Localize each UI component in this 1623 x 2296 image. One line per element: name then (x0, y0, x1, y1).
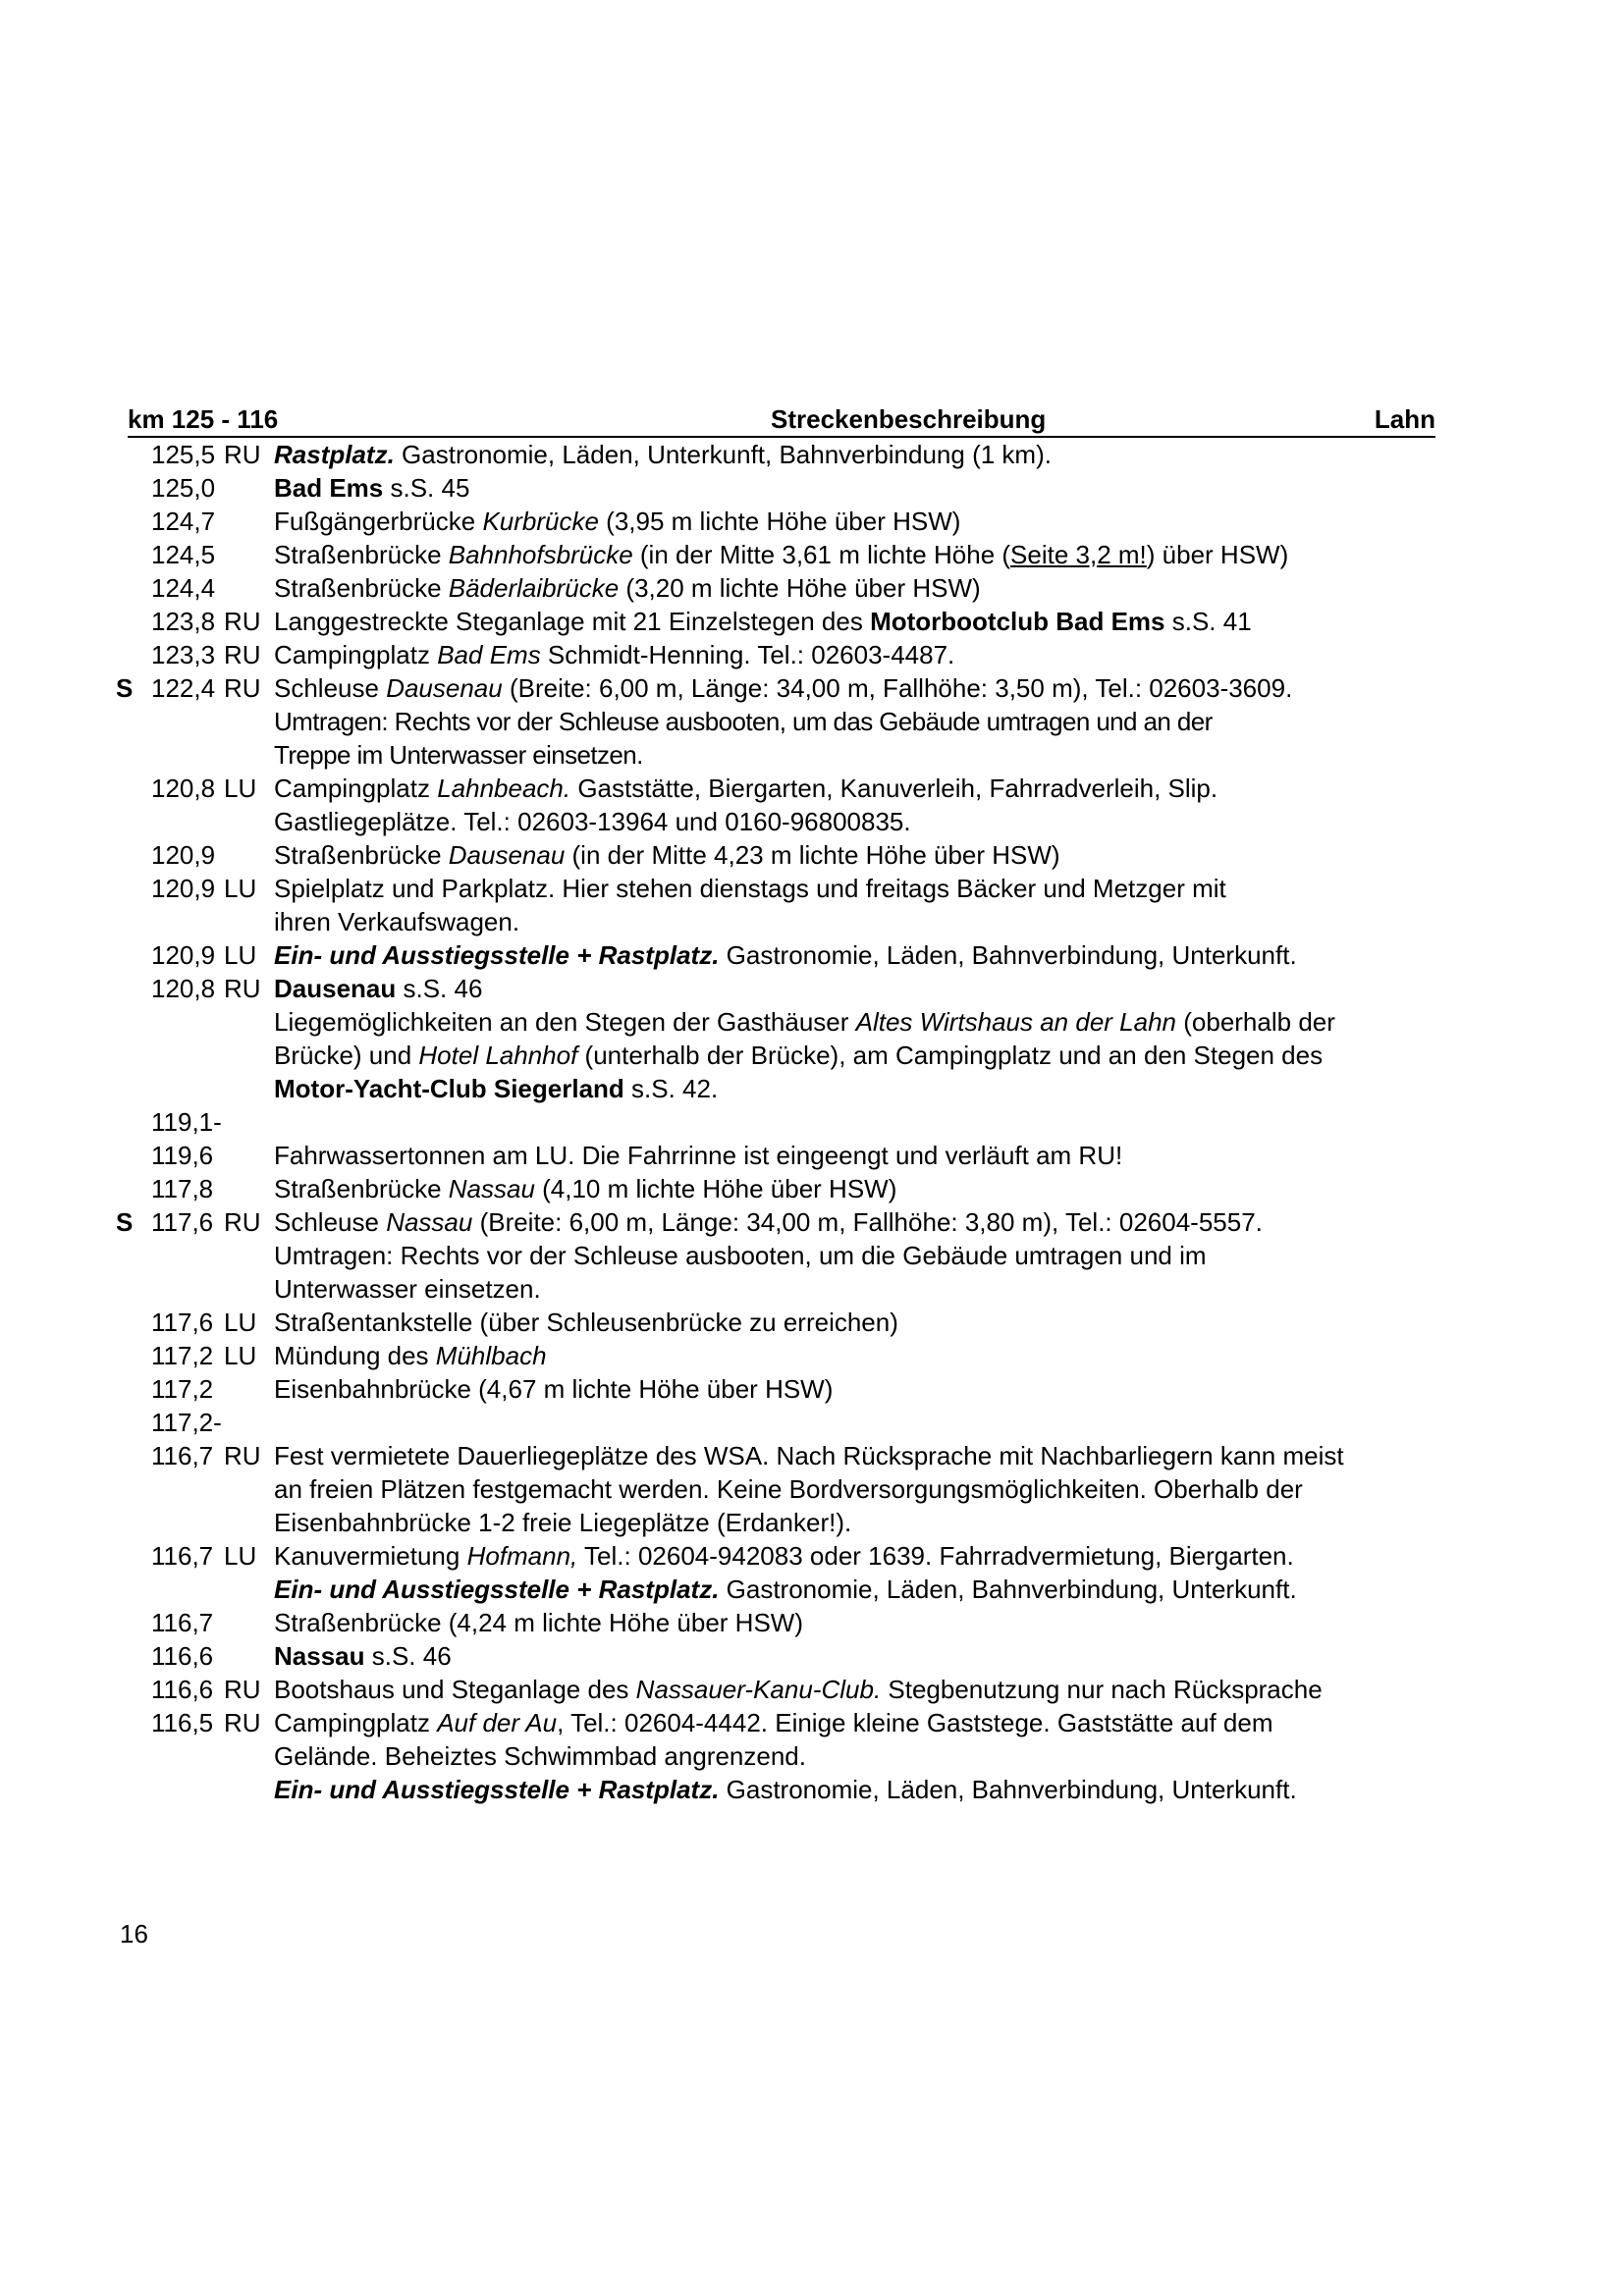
text-segment: Seite 3,2 m! (1010, 540, 1147, 569)
entry-description (274, 972, 1452, 1105)
text-segment: Altes Wirtshaus an der Lahn (855, 1007, 1177, 1037)
description-line (274, 1506, 1452, 1539)
text-segment: Kanuvermietung (274, 1541, 467, 1571)
bank-side: RU (224, 640, 261, 669)
text-segment: Campingplatz (274, 640, 438, 669)
description-line (274, 805, 1452, 838)
route-entry (0, 772, 1623, 838)
entry-description (274, 1606, 1452, 1639)
km-marker: 120,9 (151, 940, 216, 970)
text-segment: Fest vermietete Dauerliegeplätze des WSA. Nach Rücksprache mit Nachbarliegern kann meist (274, 1441, 1344, 1470)
description-line (274, 1272, 1452, 1306)
route-entry (0, 1339, 1623, 1372)
km-marker: 125,5 (151, 440, 216, 469)
route-entry (0, 438, 1623, 471)
entry-description (274, 872, 1452, 938)
description-line (274, 1439, 1452, 1472)
page-number: 16 (120, 1919, 148, 1949)
text-segment: s.S. 41 (1164, 607, 1252, 636)
text-segment: Bad Ems (437, 640, 541, 669)
text-segment: an freien Plätzen festgemacht werden. Keine Bordversorgungsmöglichkeiten. Oberhalb der (274, 1474, 1303, 1504)
text-segment: Nassauer-Kanu-Club. (635, 1675, 882, 1704)
km-marker: 116,5 (151, 1708, 214, 1737)
text-segment: Straßenbrücke (274, 1174, 449, 1203)
text-segment: (oberhalb der (1176, 1007, 1335, 1037)
km-marker: 122,4 (151, 673, 216, 703)
route-entry (0, 1539, 1623, 1606)
text-segment: Straßenbrücke (274, 840, 449, 870)
text-segment: Straßenbrücke (4,24 m lichte Höhe über HSW) (274, 1608, 803, 1637)
entry-description (274, 1639, 1452, 1673)
text-segment: Hotel Lahnhof (418, 1041, 578, 1070)
entry-description (274, 838, 1452, 872)
route-entry (0, 605, 1623, 638)
km-marker: 117,2 (151, 1374, 214, 1404)
route-entry (0, 1105, 1623, 1139)
text-segment: (4,10 m lichte Höhe über HSW) (534, 1174, 897, 1203)
entry-description (274, 1673, 1452, 1706)
lock-marker: S (116, 1207, 134, 1237)
text-segment: Schleuse (274, 673, 387, 703)
description-line (274, 605, 1452, 638)
text-segment: Fahrwassertonnen am LU. Die Fahrrinne ist eingeengt und verläuft am RU! (274, 1141, 1123, 1170)
km-marker: 123,8 (151, 607, 216, 636)
text-segment: Straßenbrücke (274, 573, 449, 603)
route-entry (0, 1306, 1623, 1339)
text-segment: Liegemöglichkeiten an den Stegen der Gasthäuser (274, 1007, 856, 1037)
bank-side: LU (224, 1308, 257, 1337)
description-line (274, 738, 1452, 772)
description-line (274, 1105, 1452, 1139)
route-entry (0, 671, 1623, 772)
entry-description (274, 1406, 1452, 1439)
text-segment: Bahnhofsbrücke (448, 540, 633, 569)
bank-side: LU (224, 774, 257, 803)
route-entry (0, 1673, 1623, 1706)
entry-description (274, 1172, 1452, 1205)
description-line (274, 1706, 1452, 1739)
description-line (274, 1372, 1452, 1406)
description-line (274, 671, 1452, 705)
text-segment: (Breite: 6,00 m, Länge: 34,00 m, Fallhöhe: 3,80 m), Tel.: 02604-5557. (472, 1207, 1263, 1237)
km-marker: 125,0 (151, 473, 216, 503)
entry-description (274, 1372, 1452, 1406)
text-segment: Bäderlaibrücke (448, 573, 620, 603)
km-marker: 116,7 (151, 1541, 214, 1571)
description-line (274, 938, 1452, 972)
bank-side: RU (224, 607, 261, 636)
text-segment: s.S. 42. (623, 1074, 719, 1103)
description-line (274, 1573, 1452, 1606)
text-segment: (3,95 m lichte Höhe über HSW) (598, 507, 961, 536)
entry-description (274, 505, 1452, 538)
description-line (274, 838, 1452, 872)
text-segment: Motor-Yacht-Club Siegerland (274, 1074, 624, 1103)
text-segment: Dausenau (448, 840, 566, 870)
text-segment: s.S. 46 (396, 974, 483, 1003)
text-segment: Ein- und Ausstiegsstelle + Rastplatz. (274, 940, 720, 970)
header-title: Streckenbeschreibung (771, 404, 1047, 434)
entry-description (274, 471, 1452, 505)
text-segment: Tel.: 02604-942083 oder 1639. Fahrradvermietung, Biergarten. (577, 1541, 1294, 1571)
text-segment: (3,20 m lichte Höhe über HSW) (619, 573, 981, 603)
text-segment: Bootshaus und Steganlage des (274, 1675, 636, 1704)
bank-side: RU (224, 1708, 261, 1737)
text-segment: Gastronomie, Läden, Unterkunft, Bahnverbindung (1 km). (394, 440, 1052, 469)
text-segment: Rastplatz. (274, 440, 395, 469)
route-entry (0, 638, 1623, 671)
lock-marker: S (116, 673, 134, 703)
text-segment: Gelände. Beheiztes Schwimmbad angrenzend. (274, 1741, 806, 1771)
text-segment: Gastronomie, Läden, Bahnverbindung, Unterkunft. (719, 1575, 1297, 1604)
km-marker: 124,5 (151, 540, 216, 569)
entry-description (274, 1706, 1452, 1806)
text-segment: Auf der Au (437, 1708, 558, 1737)
text-segment: Nassau (448, 1174, 535, 1203)
description-line (274, 772, 1452, 805)
header-river: Lahn (1374, 404, 1435, 434)
text-segment: Dausenau (386, 673, 503, 703)
description-line (274, 538, 1452, 571)
description-line (274, 972, 1452, 1005)
route-entry (0, 1372, 1623, 1406)
text-segment: ihren Verkaufswagen. (274, 907, 520, 936)
km-marker: 120,9 (151, 874, 216, 903)
text-segment: Gastronomie, Läden, Bahnverbindung, Unterkunft. (719, 940, 1297, 970)
route-description-list (0, 438, 1623, 1806)
text-segment: Brücke) und (274, 1041, 419, 1070)
bank-side: RU (224, 1441, 261, 1470)
text-segment: Mündung des (274, 1341, 436, 1370)
entry-description (274, 605, 1452, 638)
entry-description (274, 538, 1452, 571)
text-segment: (in der Mitte 4,23 m lichte Höhe über HSW) (565, 840, 1060, 870)
km-marker: 117,8 (151, 1174, 214, 1203)
text-segment: Umtragen: Rechts vor der Schleuse ausbooten, um die Gebäude umtragen und im (274, 1241, 1207, 1270)
entry-description (274, 938, 1452, 972)
text-segment: Schmidt-Henning. Tel.: 02603-4487. (540, 640, 955, 669)
km-marker: 116,6 (151, 1641, 214, 1671)
bank-side: RU (224, 440, 261, 469)
route-entry (0, 1606, 1623, 1639)
text-segment: s.S. 45 (383, 473, 470, 503)
km-marker: 117,2 (151, 1341, 214, 1370)
description-line (274, 571, 1452, 605)
km-marker: 123,3 (151, 640, 216, 669)
bank-side: RU (224, 974, 261, 1003)
route-entry (0, 1172, 1623, 1205)
description-line (274, 505, 1452, 538)
text-segment: Straßentankstelle (über Schleusenbrücke zu erreichen) (274, 1308, 898, 1337)
km-marker: 116,7 (151, 1441, 214, 1470)
text-segment: Hofmann, (466, 1541, 578, 1571)
text-segment: Dausenau (274, 974, 397, 1003)
entry-description (274, 772, 1452, 838)
route-entry (0, 538, 1623, 571)
description-line (274, 1205, 1452, 1239)
bank-side: RU (224, 1675, 261, 1704)
entry-description (274, 638, 1452, 671)
text-segment: Straßenbrücke (274, 540, 449, 569)
entry-description (274, 1205, 1452, 1306)
entry-description (274, 1439, 1452, 1539)
km-marker: 116,6 (151, 1675, 214, 1704)
km-marker: 120,8 (151, 774, 216, 803)
description-line (274, 1339, 1452, 1372)
header-km-range: km 125 - 116 (128, 404, 279, 434)
bank-side: LU (224, 1341, 257, 1370)
description-line (274, 438, 1452, 471)
text-segment: Schleuse (274, 1207, 387, 1237)
description-line (274, 1739, 1452, 1773)
km-marker: 120,9 (151, 840, 216, 870)
description-line (274, 905, 1452, 938)
text-segment: Gastliegeplätze. Tel.: 02603-13964 und 0160-96800835. (274, 807, 911, 836)
entry-description (274, 1306, 1452, 1339)
bank-side: RU (224, 1207, 261, 1237)
description-line (274, 1039, 1452, 1072)
route-entry (0, 1205, 1623, 1306)
km-marker: 117,6 (151, 1207, 214, 1237)
km-marker: 117,6 (151, 1308, 214, 1337)
km-marker: 119,6 (151, 1141, 214, 1170)
description-line (274, 1472, 1452, 1506)
text-segment: Bad Ems (274, 473, 384, 503)
page-header (128, 402, 1435, 438)
route-entry (0, 505, 1623, 538)
entry-description (274, 1539, 1452, 1606)
text-segment: Eisenbahnbrücke 1-2 freie Liegeplätze (Erdanker!). (274, 1508, 852, 1537)
description-line (274, 1639, 1452, 1673)
text-segment: Gaststätte, Biergarten, Kanuverleih, Fahrradverleih, Slip. (570, 774, 1218, 803)
route-entry (0, 1439, 1623, 1539)
route-entry (0, 471, 1623, 505)
description-line (274, 638, 1452, 671)
text-segment: Nassau (386, 1207, 473, 1237)
text-segment: Spielplatz und Parkplatz. Hier stehen dienstags und freitags Bäcker und Metzger mit (274, 874, 1226, 903)
route-entry (0, 1706, 1623, 1806)
text-segment: Gastronomie, Läden, Bahnverbindung, Unterkunft. (719, 1775, 1297, 1804)
entry-description (274, 671, 1452, 772)
description-line (274, 1139, 1452, 1172)
route-entry (0, 1139, 1623, 1172)
description-line (274, 1406, 1452, 1439)
route-entry (0, 972, 1623, 1105)
route-entry (0, 872, 1623, 938)
description-line (274, 872, 1452, 905)
text-segment: Motorbootclub Bad Ems (870, 607, 1165, 636)
text-segment: Mühlbach (435, 1341, 547, 1370)
km-marker: 116,7 (151, 1608, 214, 1637)
text-segment: Treppe im Unterwasser einsetzen. (274, 740, 643, 770)
text-segment: , Tel.: 02604-4442. Einige kleine Gaststege. Gaststätte auf dem (557, 1708, 1273, 1737)
km-marker: 119,1- (151, 1107, 222, 1137)
text-segment: Ein- und Ausstiegsstelle + Rastplatz. (274, 1575, 720, 1604)
entry-description (274, 571, 1452, 605)
description-line (274, 1673, 1452, 1706)
entry-description (274, 1105, 1452, 1139)
text-segment: Campingplatz (274, 774, 438, 803)
bank-side: RU (224, 673, 261, 703)
route-entry (0, 1406, 1623, 1439)
text-segment: Fußgängerbrücke (274, 507, 483, 536)
text-segment: ) über HSW) (1146, 540, 1289, 569)
description-line (274, 1773, 1452, 1806)
text-segment: Stegbenutzung nur nach Rücksprache (881, 1675, 1323, 1704)
description-line (274, 1172, 1452, 1205)
text-segment: s.S. 46 (364, 1641, 452, 1671)
text-segment: Lahnbeach. (437, 774, 571, 803)
description-line (274, 1606, 1452, 1639)
entry-description (274, 1339, 1452, 1372)
km-marker: 124,4 (151, 573, 216, 603)
route-entry (0, 838, 1623, 872)
text-segment: Umtragen: Rechts vor der Schleuse ausbooten, um das Gebäude umtragen und an der (274, 707, 1213, 736)
text-segment: Nassau (274, 1641, 365, 1671)
description-line (274, 1306, 1452, 1339)
text-segment: (Breite: 6,00 m, Länge: 34,00 m, Fallhöhe: 3,50 m), Tel.: 02603-3609. (502, 673, 1293, 703)
text-segment: Campingplatz (274, 1708, 438, 1737)
description-line (274, 1072, 1452, 1105)
description-line (274, 1005, 1452, 1039)
text-segment: Kurbrücke (482, 507, 599, 536)
km-marker: 120,8 (151, 974, 216, 1003)
km-marker: 124,7 (151, 507, 216, 536)
text-segment: Langgestreckte Steganlage mit 21 Einzelstegen des (274, 607, 871, 636)
route-entry (0, 938, 1623, 972)
text-segment: Eisenbahnbrücke (4,67 m lichte Höhe über HSW) (274, 1374, 834, 1404)
route-entry (0, 1639, 1623, 1673)
km-marker: 117,2- (151, 1408, 222, 1437)
description-line (274, 705, 1452, 738)
text-segment: (in der Mitte 3,61 m lichte Höhe ( (632, 540, 1011, 569)
bank-side: LU (224, 874, 257, 903)
description-line (274, 471, 1452, 505)
entry-description (274, 438, 1452, 471)
text-segment: Ein- und Ausstiegsstelle + Rastplatz. (274, 1775, 720, 1804)
description-line (274, 1539, 1452, 1573)
text-segment: (unterhalb der Brücke), am Campingplatz und an den Stegen des (577, 1041, 1324, 1070)
text-segment: Unterwasser einsetzen. (274, 1274, 541, 1304)
route-entry (0, 571, 1623, 605)
entry-description (274, 1139, 1452, 1172)
bank-side: LU (224, 940, 257, 970)
bank-side: LU (224, 1541, 257, 1571)
description-line (274, 1239, 1452, 1272)
